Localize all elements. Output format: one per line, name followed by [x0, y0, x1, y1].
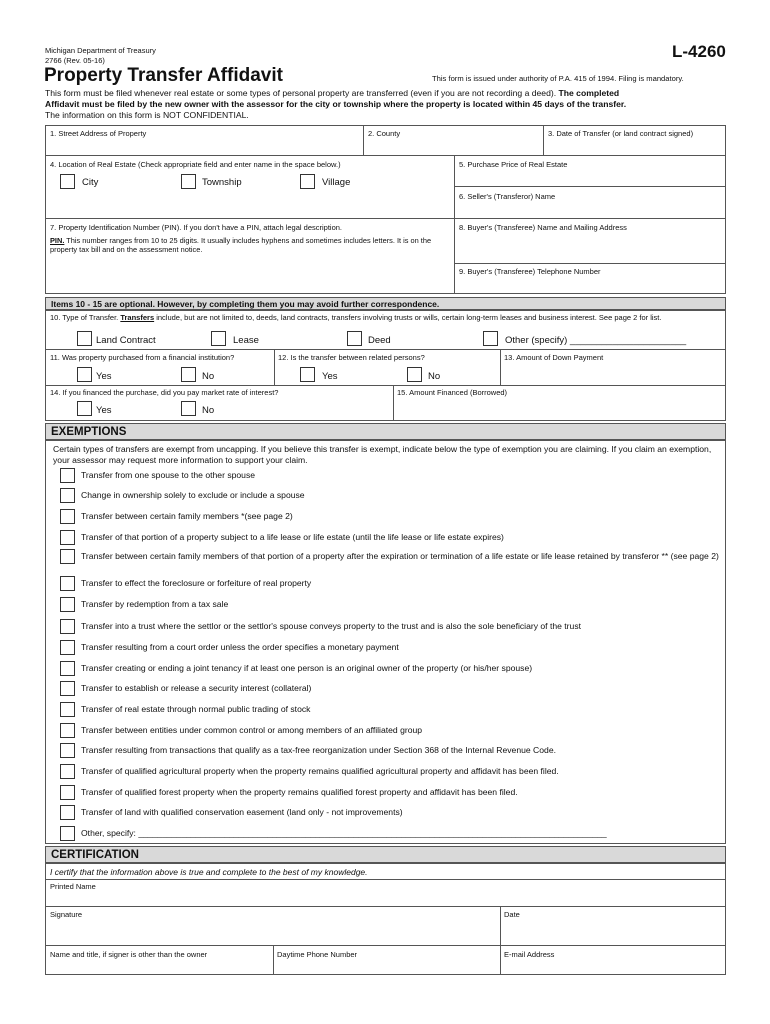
location-label: 4. Location of Real Estate (Check appropriate field and enter name in the space below.) [50, 160, 341, 169]
exemption-checkbox[interactable] [60, 488, 75, 503]
intro-bold2: Affidavit must be filed by the new owner with the assessor for the city or township where the property is located within 45 days of the transfer. [45, 99, 627, 109]
name-title-field[interactable]: Name and title, if signer is other than the owner [50, 950, 208, 959]
deed-label: Deed [368, 335, 391, 346]
daytime-phone-field[interactable]: Daytime Phone Number [277, 950, 358, 959]
exemption-label: Transfer of land with qualified conservation easement (land only - not improvements) [81, 807, 403, 817]
amount-financed-field[interactable]: 15. Amount Financed (Borrowed) [397, 388, 508, 397]
lease-label: Lease [233, 335, 259, 346]
exemption-label: Transfer into a trust where the settlor or the settlor's spouse conveys property to the trust and is also the sole beneficiary of the trust [81, 621, 582, 631]
village-label: Village [322, 177, 351, 188]
exemption-checkbox[interactable] [60, 576, 75, 591]
buyer-name-address-field[interactable]: 8. Buyer's (Transferee) Name and Mailing Address [459, 223, 627, 232]
q14-no-checkbox[interactable] [181, 401, 196, 416]
printed-name-field[interactable]: Printed Name [50, 882, 96, 891]
exemption-checkbox[interactable] [60, 661, 75, 676]
exemption-label: Transfer to effect the foreclosure or forfeiture of real property [81, 578, 312, 588]
exemption-checkbox[interactable] [60, 509, 75, 524]
q12-yes-checkbox[interactable] [300, 367, 315, 382]
exemption-label: Transfer from one spouse to the other spouse [81, 470, 256, 480]
exemption-checkbox[interactable] [60, 805, 75, 820]
exemption-checkbox[interactable] [60, 640, 75, 655]
q12-no-checkbox[interactable] [407, 367, 422, 382]
pin-note-text: This number ranges from 10 to 25 digits. It usually includes hyphens and sometimes includes letters. It is on the property tax bill and on the assessment notice. [50, 236, 432, 254]
exemption-checkbox[interactable] [60, 549, 75, 564]
date-field[interactable]: Date [504, 910, 520, 919]
exemption-label: Transfer between certain family members of that portion of a property after the expiration or termination of a life estate or life lease retained by transferor ** (see page 2) [81, 551, 719, 561]
city-label: City [82, 177, 99, 188]
buyer-telephone-field[interactable]: 9. Buyer's (Transferee) Telephone Number [459, 267, 601, 276]
exemption-label: Transfer of qualified forest property when the property remains qualified forest property and affidavit has been filed. [81, 787, 518, 797]
exemption-checkbox[interactable] [60, 530, 75, 545]
exemption-label: Transfer creating or ending a joint tenancy if at least one person is an original owner of the property (or his/her spouse) [81, 663, 533, 673]
village-checkbox[interactable] [300, 174, 315, 189]
certification-heading: CERTIFICATION [45, 846, 726, 863]
transfers-term: Transfers [120, 313, 155, 322]
exemption-label: Transfer resulting from transactions that qualify as a tax-free reorganization under Section 368 of the Internal Revenue Code. [81, 745, 556, 755]
department-name: Michigan Department of Treasury [45, 46, 156, 55]
email-field[interactable]: E-mail Address [504, 950, 555, 959]
exemption-checkbox[interactable] [60, 597, 75, 612]
pin-field[interactable]: 7. Property Identification Number (PIN). If you don't have a PIN, attach legal description. [50, 223, 342, 232]
property-fields-box [45, 125, 726, 294]
exemption-checkbox[interactable] [60, 785, 75, 800]
market-rate-label: 14. If you financed the purchase, did you pay market rate of interest? [50, 388, 279, 397]
exemption-label: Transfer resulting from a court order unless the order specifies a monetary payment [81, 642, 399, 652]
page-title: Property Transfer Affidavit [44, 65, 283, 86]
q14-no-label: No [202, 405, 215, 416]
exemption-label: Transfer of real estate through normal public trading of stock [81, 704, 311, 714]
related-persons-label: 12. Is the transfer between related persons? [278, 353, 425, 362]
q11-yes-checkbox[interactable] [77, 367, 92, 382]
type-of-transfer-num: 10. Type of Transfer. [50, 313, 119, 322]
intro-bold1: The completed [558, 88, 620, 98]
land-contract-label: Land Contract [96, 335, 156, 346]
exemption-label: Change in ownership solely to exclude or include a spouse [81, 490, 305, 500]
pin-note [50, 236, 450, 254]
date-of-transfer-field[interactable]: 3. Date of Transfer (or land contract signed) [548, 129, 694, 138]
exemptions-intro: Certain types of transfers are exempt from uncapping. If you believe this transfer is exempt, indicate below the type of exemption you are claiming. If you claim an exemption, your assessor may request more information to support your claim. [53, 444, 712, 465]
exemption-other-field[interactable]: Other, specify: __________________________________________________________________________________________________ [81, 828, 607, 838]
exemption-checkbox[interactable] [60, 743, 75, 758]
intro-text [45, 88, 735, 121]
q11-no-label: No [202, 371, 215, 382]
township-label: Township [202, 177, 242, 188]
pin-note-label: PIN. [50, 236, 65, 245]
form-revision: 2766 (Rev. 05-16) [45, 56, 105, 65]
authority-note: This form is issued under authority of P.A. 415 of 1994. Filing is mandatory. [432, 74, 684, 83]
exemption-label: Transfer by redemption from a tax sale [81, 599, 229, 609]
financial-institution-label: 11. Was property purchased from a financial institution? [50, 353, 235, 362]
exemption-label: Transfer between entities under common control or among members of an affiliated group [81, 725, 423, 735]
q14-yes-label: Yes [96, 405, 112, 416]
exemption-checkbox[interactable] [60, 702, 75, 717]
exemption-checkbox[interactable] [60, 764, 75, 779]
exemptions-heading: EXEMPTIONS [45, 423, 726, 440]
exemption-checkbox[interactable] [60, 681, 75, 696]
exemption-label: Transfer of that portion of a property subject to a life lease or life estate (until the life lease or life estate expires) [81, 532, 504, 542]
city-checkbox[interactable] [60, 174, 75, 189]
q11-no-checkbox[interactable] [181, 367, 196, 382]
street-address-field[interactable]: 1. Street Address of Property [50, 129, 147, 138]
seller-name-field[interactable]: 6. Seller's (Transferor) Name [459, 192, 556, 201]
exemption-checkbox[interactable] [60, 826, 75, 841]
exemption-checkbox[interactable] [60, 619, 75, 634]
exemption-label: Transfer between certain family members *(see page 2) [81, 511, 293, 521]
purchase-price-field[interactable]: 5. Purchase Price of Real Estate [459, 160, 568, 169]
certification-statement: I certify that the information above is true and complete to the best of my knowledge. [50, 867, 368, 877]
township-checkbox[interactable] [181, 174, 196, 189]
form-number: L-4260 [672, 42, 726, 61]
exemption-label: Transfer of qualified agricultural property when the property remains qualified agricultural property and affidavit has been filed. [81, 766, 559, 776]
q12-yes-label: Yes [322, 371, 338, 382]
down-payment-field[interactable]: 13. Amount of Down Payment [504, 353, 604, 362]
lease-checkbox[interactable] [211, 331, 226, 346]
type-of-transfer-label [50, 313, 722, 323]
exemption-checkbox[interactable] [60, 723, 75, 738]
optional-items-heading: Items 10 - 15 are optional. However, by completing them you may avoid further correspondence. [45, 297, 726, 310]
other-type-field[interactable]: Other (specify) ______________________ [505, 335, 687, 346]
exemption-checkbox[interactable] [60, 468, 75, 483]
intro-line3: The information on this form is NOT CONFIDENTIAL. [45, 110, 249, 120]
q12-no-label: No [428, 371, 441, 382]
other-type-checkbox[interactable] [483, 331, 498, 346]
type-of-transfer-note: include, but are not limited to, deeds, land contracts, transfers involving trusts or wills, certain long-term leases and business interest. See page 2 for list. [154, 313, 662, 322]
q11-yes-label: Yes [96, 371, 112, 382]
q14-yes-checkbox[interactable] [77, 401, 92, 416]
optional-fields-box [45, 310, 726, 421]
intro-line1: This form must be filed whenever real estate or some types of personal property are transferred (even if you are not recording a deed). [45, 88, 557, 98]
signature-field[interactable]: Signature [50, 910, 83, 919]
land-contract-checkbox[interactable] [77, 331, 92, 346]
county-field[interactable]: 2. County [368, 129, 401, 138]
deed-checkbox[interactable] [347, 331, 362, 346]
exemption-label: Transfer to establish or release a security interest (collateral) [81, 683, 312, 693]
